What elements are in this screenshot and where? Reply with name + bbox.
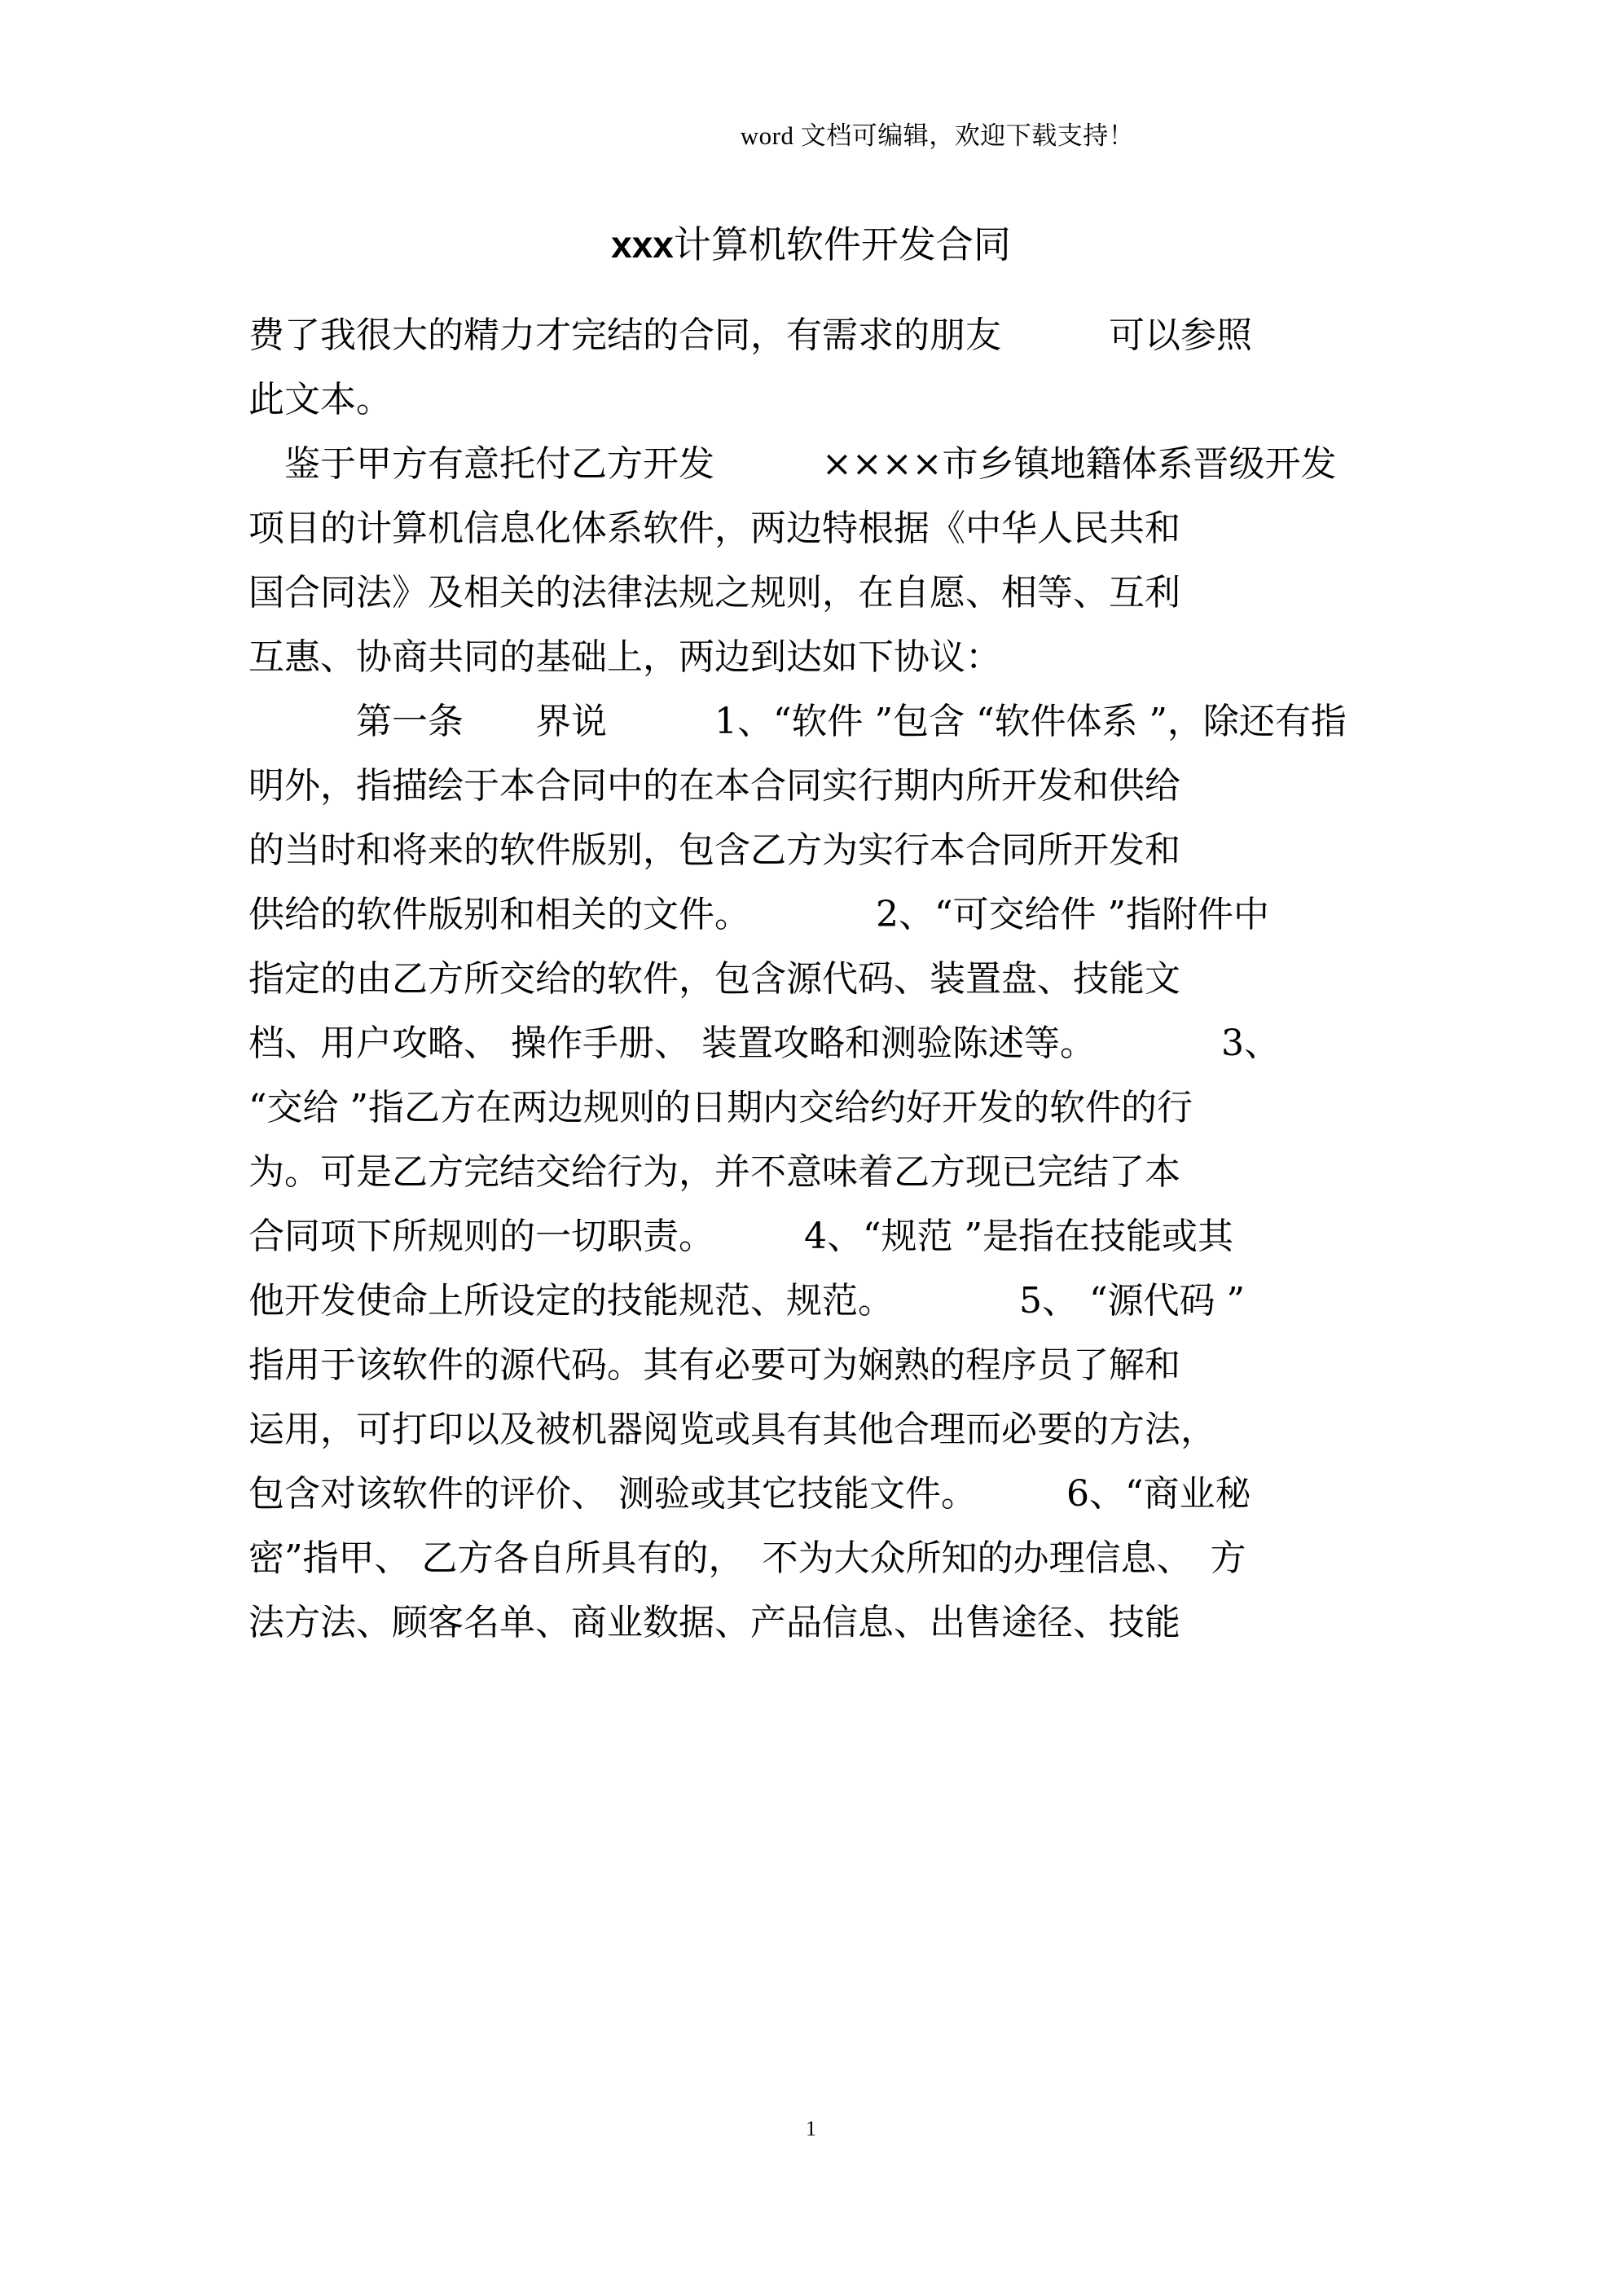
body-line: 国合同法》及相关的法律法规之规则，在自愿、相等、互利 [248, 572, 1180, 614]
body-line: 为。可是乙方完结交给行为，并不意味着乙方现已完结了本 [248, 1151, 1180, 1193]
body-line: 档、用户攻略、 操作手册、 装置攻略和测验陈述等。 3、 [248, 1023, 1280, 1064]
header-note-latin: word [740, 121, 801, 150]
body-line: 项目的计算机信息化体系软件，两边特根据《中华人民共和 [248, 508, 1180, 549]
page-title-main: 计算机软件开发合同 [673, 222, 1011, 266]
body-line: 密”指甲、 乙方各自所具有的， 不为大众所知的办理信息、 方 [248, 1537, 1246, 1579]
body-line: 合同项下所规则的一切职责。 4、“规范 ”是指在技能或其 [248, 1216, 1233, 1257]
document-body [248, 303, 1389, 1655]
body-line: 他开发使命上所设定的技能规范、规范。 5、 “源代码 ” [248, 1280, 1245, 1322]
header-note-cjk: 文档可编辑，欢迎下载支持！ [800, 121, 1135, 151]
body-line: 鉴于甲方有意托付乙方开发 ××××市乡镇地籍体系晋级开发 [248, 443, 1337, 485]
body-line: 指定的由乙方所交给的软件，包含源代码、装置盘、技能文 [248, 958, 1180, 1000]
body-line: “交给 ”指乙方在两边规则的日期内交给约好开发的软件的行 [248, 1087, 1193, 1128]
page-title-prefix: xxx [611, 223, 674, 266]
body-line: 互惠、协商共同的基础上，两边到达如下协议： [248, 636, 1001, 678]
body-line: 此文本。 [248, 379, 392, 420]
document-header-note [0, 121, 1622, 152]
body-line: 包含对该软件的评价、 测验或其它技能文件。 6、“商业秘 [248, 1473, 1251, 1515]
body-line: 费了我很大的精力才完结的合同，有需求的朋友 可以参照 [248, 314, 1252, 356]
body-line: 供给的软件版别和相关的文件。 2、“可交给件 ”指附件中 [248, 894, 1269, 935]
body-line: 指用于该软件的源代码。其有必要可为娴熟的程序员了解和 [248, 1344, 1180, 1386]
body-line: 第一条 界说 1、“软件 ”包含 “软件体系 ”，除还有指 [248, 701, 1347, 742]
page-number: 1 [806, 2117, 816, 2140]
body-line: 的当时和将来的软件版别，包含乙方为实行本合同所开发和 [248, 829, 1180, 871]
body-line: 明外，指描绘于本合同中的在本合同实行期内所开发和供给 [248, 765, 1180, 807]
body-line: 法方法、顾客名单、商业数据、产品信息、出售途径、技能 [248, 1602, 1180, 1643]
body-line: 运用，可打印以及被机器阅览或具有其他合理而必要的方法， [248, 1409, 1216, 1450]
page-title [0, 222, 1622, 269]
